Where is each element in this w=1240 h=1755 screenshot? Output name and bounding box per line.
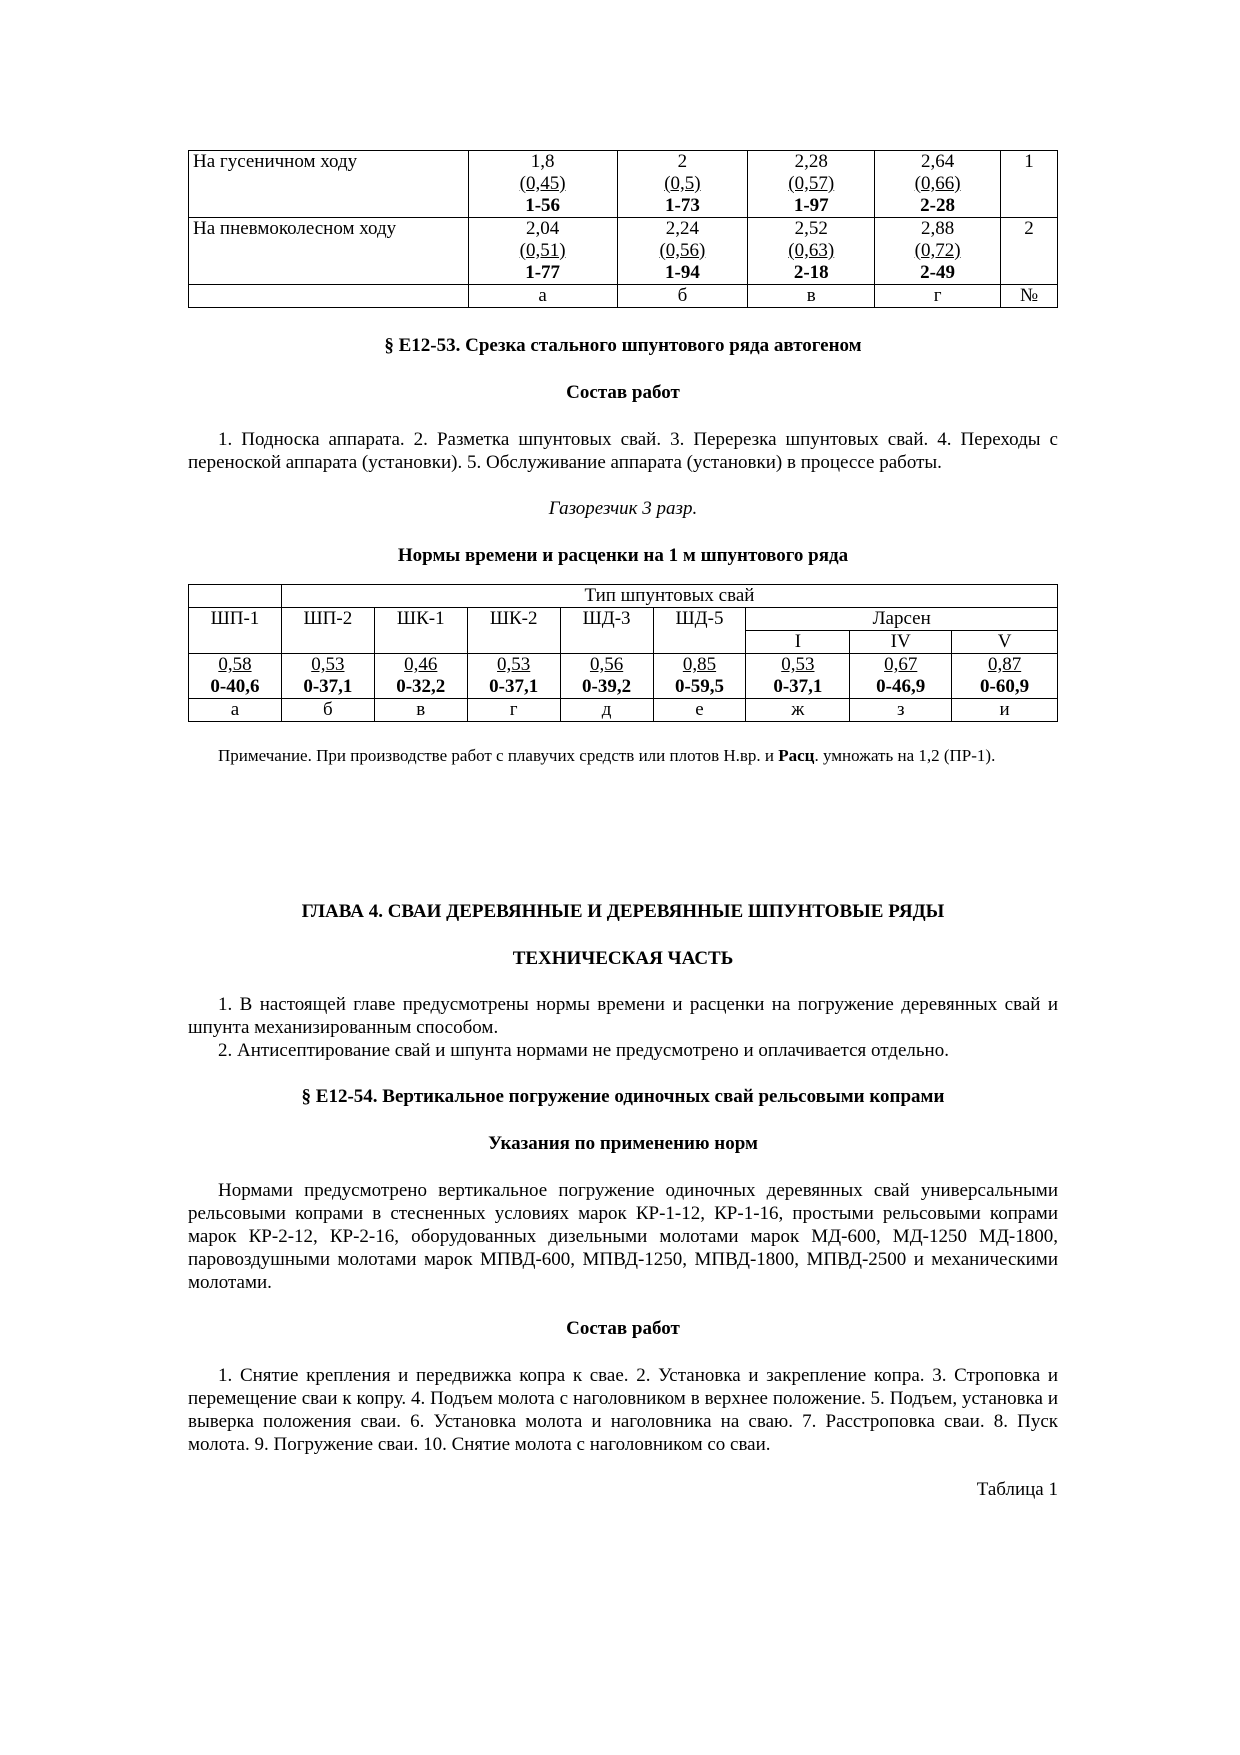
instructions-text: Нормами предусмотрено вертикальное погружение одиночных деревянных свай универсальными рельсовыми копрами в стесненных условиях марок КР-1-12, КР-1-16, простыми рельсовыми копрами марок КР-2-12, КР-2-16, оборудованных дизельными молотами марок МД-600, МД-1250 МД-1800, паровоздушными молотами марок МПВД-600, МПВД-1250, МПВД-1800, МПВД-2500 и механическими молотами. (188, 1180, 1058, 1293)
work-composition-text: 1. Снятие крепления и передвижка копра к свае. 2. Установка и закрепление копра. 3. Строповка и перемещение сваи к копру. 4. Подъем молота с наголовником в верхнее положение. 5. Подъем, установка и выверка положения сваи. 6. Установка молота и наголовника на сваю. 7. Расстроповка сваи. 8. Пуск молота. 9. Погружение сваи. 10. Снятие молота с наголовником со сваи. (188, 1365, 1058, 1455)
column-header: ШД-3 (560, 608, 653, 654)
table-cell: 2,52 (0,63) 2-18 (748, 218, 875, 285)
section-title: § Е12-54. Вертикальное погружение одиночных свай рельсовыми копрами (301, 1086, 945, 1107)
table-note: Примечание. При производстве работ с плавучих средств или плотов Н.вр. и Расц. умножать на 1,2 (ПР-1). (218, 746, 996, 765)
column-letter: а (468, 285, 617, 308)
section-title: § Е12-53. Срезка стального шпунтового ряда автогеном (384, 335, 862, 356)
table-cell: 2,24 (0,56) 1-94 (617, 218, 748, 285)
sheet-pile-norms-table (188, 584, 1058, 722)
column-letter: д (560, 699, 653, 722)
column-letter: а (189, 699, 282, 722)
column-header: ШД-5 (653, 608, 746, 654)
chapter-title: ГЛАВА 4. СВАИ ДЕРЕВЯННЫЕ И ДЕРЕВЯННЫЕ ШПУНТОВЫЕ РЯДЫ (301, 901, 945, 922)
work-composition-heading: Состав работ (566, 1318, 680, 1339)
table-cell: 0,46 0-32,2 (374, 654, 467, 699)
table-cell: 2,88 (0,72) 2-49 (875, 218, 1001, 285)
table-cell: 2 (0,5) 1-73 (617, 151, 748, 218)
column-letter: е (653, 699, 746, 722)
worker-category: Газорезчик 3 разр. (548, 498, 698, 519)
table-footer-row (189, 699, 1058, 722)
table-row (189, 151, 1058, 218)
column-letter: г (875, 285, 1001, 308)
table-cell: 0,67 0-46,9 (850, 654, 952, 699)
norms-heading: Нормы времени и расценки на 1 м шпунтового ряда (397, 545, 849, 566)
table-cell: 0,53 0-37,1 (467, 654, 560, 699)
technical-part-heading: ТЕХНИЧЕСКАЯ ЧАСТЬ (512, 948, 734, 969)
table-cell: 0,85 0-59,5 (653, 654, 746, 699)
table-cell: 0,58 0-40,6 (189, 654, 282, 699)
column-header: ШП-1 (189, 608, 282, 654)
table-header-row (189, 585, 1058, 608)
table-row (189, 218, 1058, 285)
technical-paragraph: 1. В настоящей главе предусмотрены нормы времени и расценки на погружение деревянных свай и шпунта механизированным способом. (188, 994, 1058, 1038)
column-header: ШК-1 (374, 608, 467, 654)
column-letter: ж (746, 699, 850, 722)
table-row (189, 654, 1058, 699)
column-letter: и (952, 699, 1058, 722)
larsen-header: Ларсен (746, 608, 1058, 631)
table-cell (189, 285, 469, 308)
table-cell: 0,87 0-60,9 (952, 654, 1058, 699)
table-footer-row (189, 285, 1058, 308)
table-cell: 0,53 0-37,1 (281, 654, 374, 699)
work-composition-heading: Состав работ (566, 382, 680, 403)
pile-type-header: Тип шпунтовых свай (281, 585, 1057, 608)
row-label: На пневмоколесном ходу (189, 218, 469, 285)
row-label: На гусеничном ходу (189, 151, 469, 218)
table-cell: 0,53 0-37,1 (746, 654, 850, 699)
column-letter: б (617, 285, 748, 308)
row-number: 2 (1001, 218, 1058, 285)
row-number: 1 (1001, 151, 1058, 218)
top-norms-table (188, 150, 1058, 308)
work-composition-text: 1. Подноска аппарата. 2. Разметка шпунтовых свай. 3. Перерезка шпунтовых свай. 4. Переходы с переноской аппарата (установки). 5. Обслуживание аппарата (установки) в процессе работы. (188, 429, 1058, 473)
table-cell: 0,56 0-39,2 (560, 654, 653, 699)
technical-paragraph: 2. Антисептирование свай и шпунта нормами не предусмотрено и оплачивается отдельно. (218, 1040, 949, 1061)
table-cell: 1,8 (0,45) 1-56 (468, 151, 617, 218)
larsen-subheader: V (952, 631, 1058, 654)
instructions-heading: Указания по применению норм (488, 1133, 758, 1154)
larsen-subheader: IV (850, 631, 952, 654)
column-number-header: № (1001, 285, 1058, 308)
table-cell: 2,64 (0,66) 2-28 (875, 151, 1001, 218)
column-header: ШК-2 (467, 608, 560, 654)
table-header-row (189, 608, 1058, 631)
column-letter: г (467, 699, 560, 722)
column-letter: в (748, 285, 875, 308)
column-header: ШП-2 (281, 608, 374, 654)
column-letter: б (281, 699, 374, 722)
column-letter: в (374, 699, 467, 722)
column-letter: з (850, 699, 952, 722)
larsen-subheader: I (746, 631, 850, 654)
document-page (188, 150, 1058, 1502)
table-cell (189, 585, 282, 608)
table-label: Таблица 1 (976, 1479, 1058, 1500)
table-cell: 2,04 (0,51) 1-77 (468, 218, 617, 285)
table-cell: 2,28 (0,57) 1-97 (748, 151, 875, 218)
